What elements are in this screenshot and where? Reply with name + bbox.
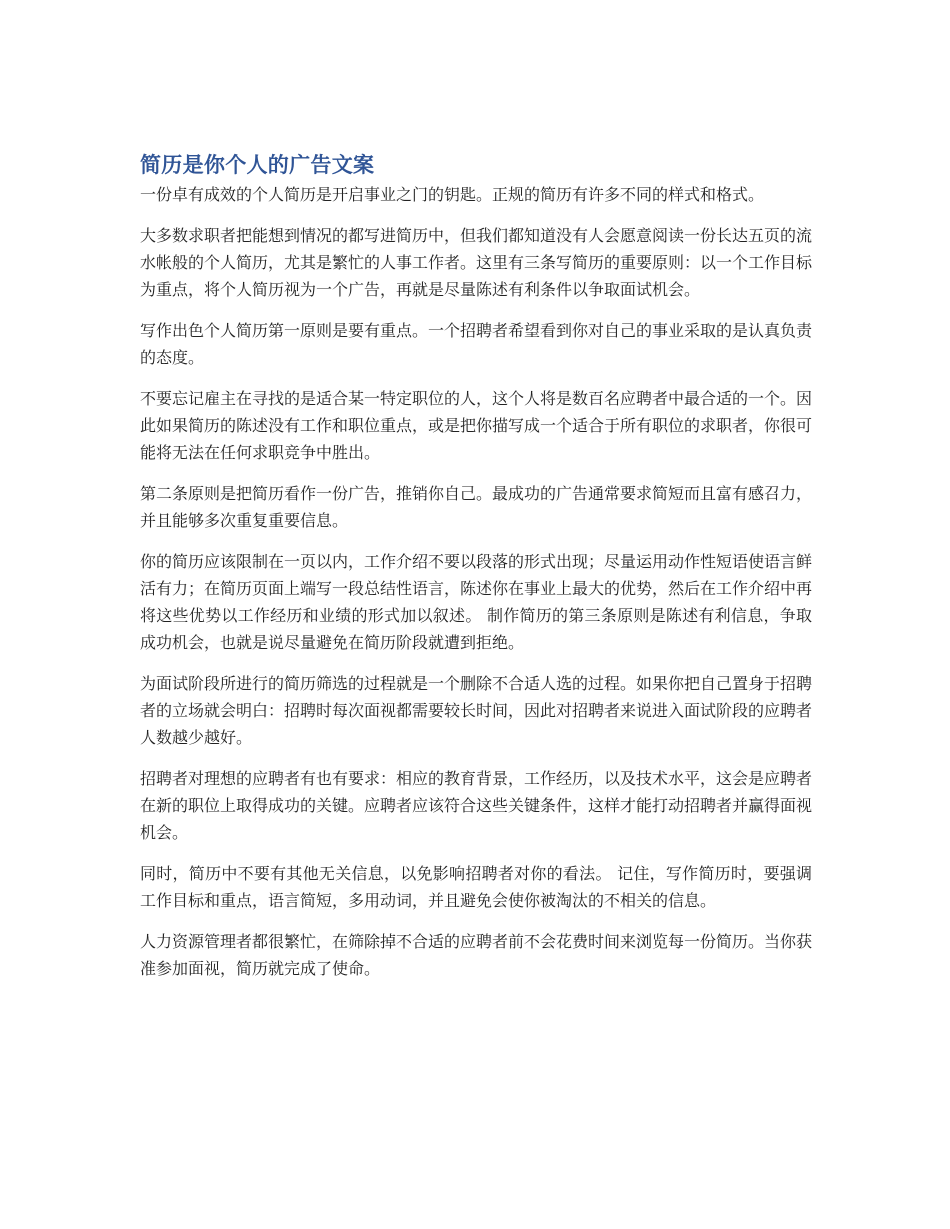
paragraph-principle-two: 第二条原则是把简历看作一份广告，推销你自己。最成功的广告通常要求简短而且富有感召力，并且能够多次重复重要信息。 [140, 484, 813, 530]
paragraph-avoid-irrelevant-info: 同时，简历中不要有其他无关信息，以免影响招聘者对你的看法。 记住，写作简历时，要强调工作目标和重点，语言简短，多用动词，并且避免会使你被淘汰的不相关的信息。 [140, 864, 812, 910]
paragraph-screening-process: 为面试阶段所进行的简历筛选的过程就是一个删除不合适人选的过程。如果你把自己置身于招聘者的立场就会明白：招聘时每次面视都需要较长时间，因此对招聘者来说进入面试阶段的应聘者人数越少越好。 [140, 674, 813, 747]
paragraph-recruiter-requirements: 招聘者对理想的应聘者有也有要求：相应的教育背景，工作经历，以及技术水平，这会是应聘者在新的职位上取得成功的关键。应聘者应该符合这些关键条件，这样才能打动招聘者并赢得面视机会。 [140, 769, 813, 842]
paragraph-hr-busy: 人力资源管理者都很繁忙，在筛除掉不合适的应聘者前不会花费时间来浏览每一份简历。当你获准参加面视，简历就完成了使命。 [140, 932, 813, 978]
paragraph-principle-one: 写作出色个人简历第一原则是要有重点。一个招聘者希望看到你对自己的事业采取的是认真负责的态度。 [140, 321, 813, 367]
document-title: 简历是你个人的广告文案 [140, 153, 375, 177]
paragraph-one-page-limit: 你的简历应该限制在一页以内，工作介绍不要以段落的形式出现；尽量运用动作性短语使语言鲜活有力；在简历页面上端写一段总结性语言，陈述你在事业上最大的优势，然后在工作介绍中再将这些优势以工作经历和业绩的形式加以叙述。 制作简历的第三条原则是陈述有利信息，争取成功机会，也就是说尽量避免在简历阶段就遭到拒绝。 [140, 552, 813, 652]
paragraph-specific-position: 不要忘记雇主在寻找的是适合某一特定职位的人，这个人将是数百名应聘者中最合适的一个。因此如果简历的陈述没有工作和职位重点，或是把你描写成一个适合于所有职位的求职者，你很可能将无法在任何求职竞争中胜出。 [140, 389, 813, 462]
paragraph-three-principles: 大多数求职者把能想到情况的都写进简历中，但我们都知道没有人会愿意阅读一份长达五页的流水帐般的个人简历，尤其是繁忙的人事工作者。这里有三条写简历的重要原则：以一个工作目标为重点，将个人简历视为一个广告，再就是尽量陈述有利条件以争取面试机会。 [140, 226, 813, 299]
paragraph-intro: 一份卓有成效的个人简历是开启事业之门的钥匙。正规的简历有许多不同的样式和格式。 [140, 185, 765, 204]
document-page [140, 150, 812, 996]
